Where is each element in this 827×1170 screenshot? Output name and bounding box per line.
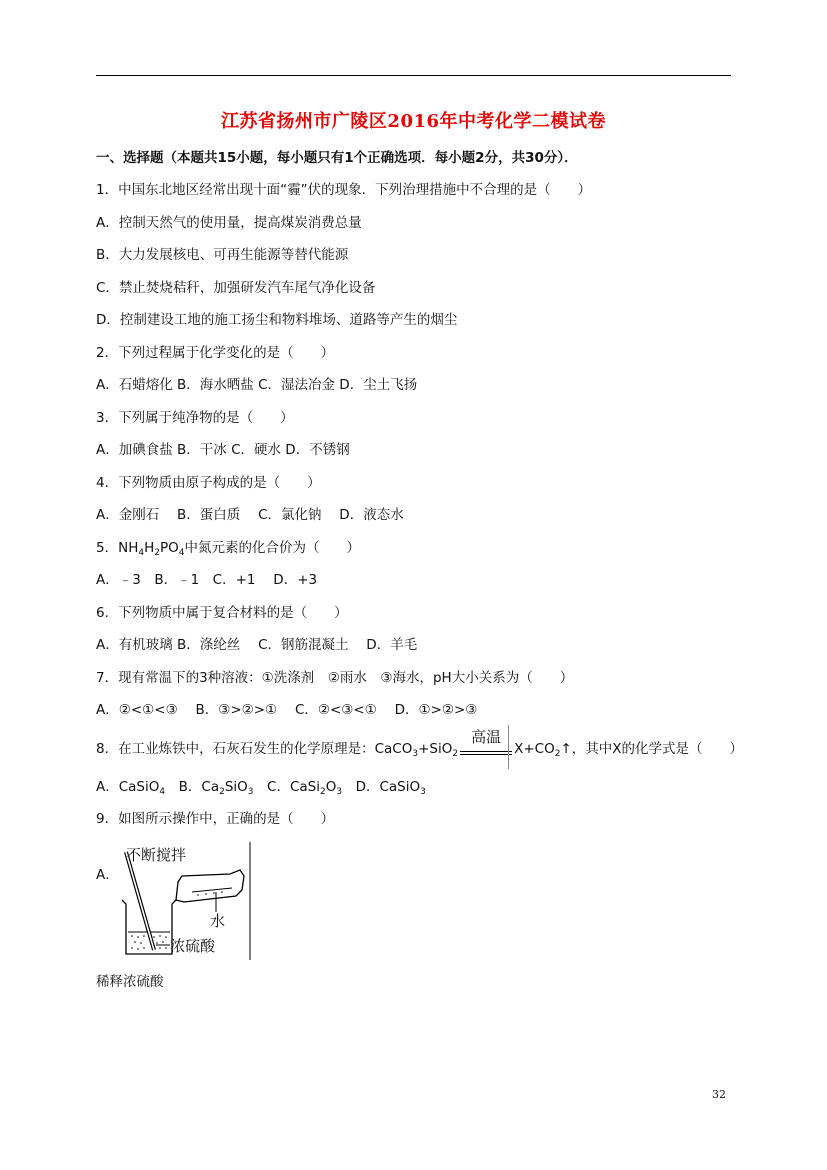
q6-stem: 6．下列物质中属于复合材料的是（ ） [96, 605, 348, 621]
q2-stem: 2．下列过程属于化学变化的是（ ） [96, 345, 335, 361]
q9-option-letter: A． [96, 867, 119, 883]
q3-options: A．加碘食盐 B．干冰 C．硬水 D．不锈钢 [96, 442, 350, 458]
q5-options: A．﹣3 B．﹣1 C．+1 D．+3 [96, 572, 318, 588]
q8-options: A．CaSiO$_4$ B．$Ca_2SiO_3$ C．$CaSi_2O_3$ D．CaSiO$_3$ [96, 779, 426, 797]
q5-stem: 5．$NH_4H_2PO_4$中氮元素的化合价为（ ） [96, 540, 360, 558]
q3-stem: 3．下列属于纯净物的是（ ） [96, 410, 294, 426]
equals-line-top [460, 751, 512, 752]
water-label: 水 [210, 912, 226, 930]
q7-stem: 7．现有常温下的3种溶液：①洗涤剂 ②雨水 ③海水，pH大小关系为（ ） [96, 670, 574, 686]
acid-label: 浓硫酸 [170, 937, 216, 955]
header-rule [96, 75, 731, 76]
q9-stem: 9．如图所示操作中，正确的是（ ） [96, 811, 335, 827]
q8-stem: 8．在工业炼铁中，石灰石发生的化学原理是：CaCO$_3$+SiO$_2$ 高温 $X+CO_2↑$，其中X的化学式是（ ） [96, 728, 743, 759]
q2-options: A．石蜡熔化 B．海水晒盐 C．湿法冶金 D．尘土飞扬 [96, 377, 418, 393]
q1-option-d: D．控制建设工地的施工扬尘和物料堆场、道路等产生的烟尘 [96, 312, 458, 328]
dilute-acid-figure [108, 842, 258, 966]
q7-options: A．②<①<③ B．③>②>① C．②<③<① D．①>②>③ [96, 702, 478, 718]
page-title: 江苏省扬州市广陵区2016年中考化学二模试卷 [220, 111, 607, 132]
equation-divider [508, 725, 509, 769]
reaction-condition [460, 728, 512, 760]
condition-label: 高温 [471, 728, 502, 746]
stir-label: 不断搅拌 [126, 846, 187, 864]
q1-stem: 1．中国东北地区经常出现十面“霾”伏的现象．下列治理措施中不合理的是（ ） [96, 182, 592, 198]
q1-option-b: B．大力发展核电、可再生能源等替代能源 [96, 247, 349, 263]
q6-options: A．有机玻璃 B．涤纶丝 C．钢筋混凝土 D．羊毛 [96, 637, 418, 653]
equals-line-bottom [460, 754, 512, 755]
q4-stem: 4．下列物质由原子构成的是（ ） [96, 475, 321, 491]
figure-caption: 稀释浓硫酸 [96, 974, 164, 990]
section-heading: 一、选择题（本题共15小题，每小题只有1个正确选项．每小题2分，共30分）． [96, 150, 578, 166]
q1-option-c: C．禁止焚烧秸秆，加强研发汽车尾气净化设备 [96, 280, 376, 296]
q4-options: A．金刚石 B．蛋白质 C．氯化钠 D．液态水 [96, 507, 404, 523]
q1-option-a: A．控制天然气的使用量，提高煤炭消费总量 [96, 215, 362, 231]
page-number: 32 [712, 1088, 726, 1101]
